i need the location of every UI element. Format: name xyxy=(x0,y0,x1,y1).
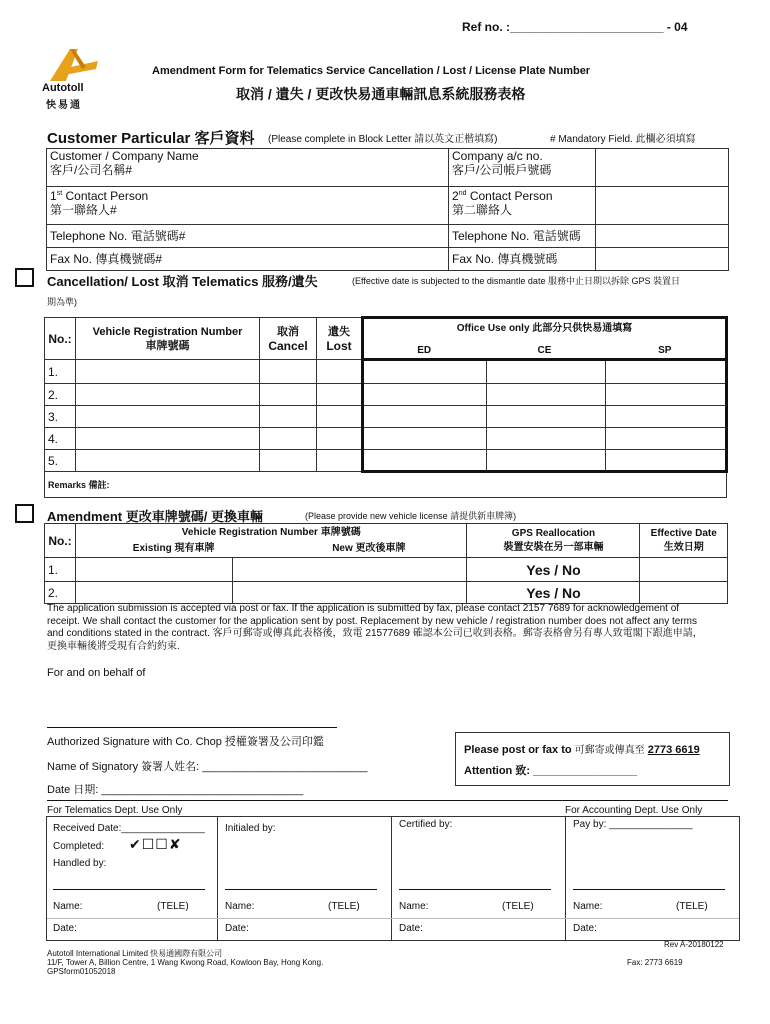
existing-input[interactable] xyxy=(76,582,233,604)
fax1-cell[interactable]: Fax No. 傳真機號碼# xyxy=(47,248,449,271)
row-number: 5. xyxy=(45,450,76,472)
tele-label: (TELE) xyxy=(157,901,189,912)
cancel-row xyxy=(45,360,727,384)
revision-label: Rev A-20180122 xyxy=(664,940,724,949)
tel2-input[interactable] xyxy=(596,225,729,248)
row-number: 4. xyxy=(45,428,76,450)
lost-input[interactable] xyxy=(317,384,363,406)
office-use-header xyxy=(363,318,727,360)
vrn-input[interactable] xyxy=(76,428,260,450)
lost-input[interactable] xyxy=(317,360,363,384)
contact1-label: Contact Person xyxy=(62,189,149,203)
col-eff xyxy=(640,524,728,558)
col-cancel-zh: 取消 xyxy=(277,326,299,338)
company-ac-label-zh: 客戶/公司帳戶號碼 xyxy=(452,163,552,177)
contact2-input[interactable] xyxy=(596,187,729,225)
row-number: 3. xyxy=(45,406,76,428)
date-label: Date: xyxy=(225,923,249,934)
cancel-row xyxy=(45,450,727,472)
amend-row xyxy=(45,558,728,582)
ref-number: Ref no. :_______________________ - 04 xyxy=(462,20,688,34)
received-date-field[interactable]: Received Date:_______________ xyxy=(53,823,205,834)
cancellation-note-2: 期為準) xyxy=(47,297,77,307)
amend-col-vrn-label: Vehicle Registration Number 車牌號碼 xyxy=(181,527,361,538)
gps-yes-no[interactable]: Yes / No xyxy=(467,558,640,582)
contact2-label: Contact Person xyxy=(466,189,553,203)
office-use-label: Office Use only 此部分只供快易通填寫 xyxy=(456,323,633,334)
sign-line[interactable] xyxy=(225,889,377,890)
ed-cell xyxy=(363,450,487,472)
contact2-num: 2 xyxy=(452,189,459,203)
contact1-label-zh: 第一聯絡人# xyxy=(50,203,117,217)
post-fax-label: Please post or fax to xyxy=(464,744,572,756)
divider xyxy=(47,800,728,801)
cancel-row xyxy=(45,384,727,406)
tel1-cell[interactable]: Telephone No. 電話號碼# xyxy=(47,225,449,248)
tele-label: (TELE) xyxy=(328,901,360,912)
col-existing: Existing 現有車牌 xyxy=(132,543,215,554)
logo-text-en: Autotoll xyxy=(42,82,84,94)
ed-cell xyxy=(363,428,487,450)
notice-line: The application submission is accepted via post or fax. If the application is submitted by fax, please contact 2157 7689 for acknowledgement of xyxy=(47,603,680,614)
ed-cell xyxy=(363,406,487,428)
eff-date-input[interactable] xyxy=(640,558,728,582)
cancel-input[interactable] xyxy=(260,384,317,406)
office-use-box xyxy=(46,816,740,941)
amendment-heading: Amendment 更改車牌號碼/ 更換車輛 xyxy=(47,509,263,524)
sp-cell xyxy=(606,360,727,384)
company-ac-input[interactable] xyxy=(596,149,729,187)
col-eff-en: Effective Date xyxy=(650,527,717,539)
divider xyxy=(565,817,566,940)
cancellation-table xyxy=(44,316,728,498)
tel2-label: Telephone No. 電話號碼 xyxy=(449,225,596,248)
remarks-field[interactable]: Remarks 備註: xyxy=(45,472,727,498)
amendment-checkbox[interactable] xyxy=(15,504,34,523)
cancel-row xyxy=(45,406,727,428)
sp-cell xyxy=(606,450,727,472)
contact1-num: 1 xyxy=(50,189,57,203)
customer-note: (Please complete in Block Letter 請以英文正楷填寫) xyxy=(268,134,498,145)
company-name-label: Customer / Company Name xyxy=(50,149,199,163)
footer-fax: Fax: 2773 6619 xyxy=(627,958,683,967)
fax2-label: Fax No. 傳真機號碼 xyxy=(449,248,596,271)
divider xyxy=(391,817,392,940)
amend-col-no: No.: xyxy=(45,524,76,558)
col-eff-zh: 生效日期 xyxy=(663,541,704,553)
cancel-input[interactable] xyxy=(260,428,317,450)
mandatory-note: # Mandatory Field. 此欄必須填寫 xyxy=(550,134,696,145)
behalf-label: For and on behalf of xyxy=(47,667,146,679)
post-fax-label-zh: 可郵寄或傳真至 xyxy=(574,745,645,756)
cancel-input[interactable] xyxy=(260,360,317,384)
date-label: Date: xyxy=(53,923,77,934)
certified-by-label: Certified by: xyxy=(399,819,453,830)
col-lost-en: Lost xyxy=(326,339,352,353)
company-name-cell[interactable] xyxy=(47,149,449,187)
ed-cell xyxy=(363,384,487,406)
vrn-input[interactable] xyxy=(76,384,260,406)
notice-line: receipt. We shall contact the customer for the application sent by post. Replacement by new vehicle / registration number does not affect any terms xyxy=(47,615,697,627)
ce-cell xyxy=(487,406,606,428)
date-label: Date: xyxy=(573,923,597,934)
col-cancel xyxy=(260,318,317,360)
col-sp: SP xyxy=(658,345,672,356)
amend-col-vrn xyxy=(76,524,467,558)
lost-input[interactable] xyxy=(317,428,363,450)
completed-label: Completed: xyxy=(53,841,105,852)
footer-form-no: GPSform01052018 xyxy=(47,967,116,976)
sp-cell xyxy=(606,384,727,406)
ce-cell xyxy=(487,428,606,450)
customer-heading: Customer Particular 客戶資料 xyxy=(47,130,255,147)
row-number: 2. xyxy=(45,582,76,604)
row-number: 1. xyxy=(45,360,76,384)
new-input[interactable] xyxy=(233,558,467,582)
new-input[interactable] xyxy=(233,582,467,604)
col-vrn-en: Vehicle Registration Number xyxy=(92,325,243,338)
col-gps xyxy=(467,524,640,558)
tele-label: (TELE) xyxy=(676,901,708,912)
notice-text xyxy=(47,603,727,653)
notice-line: 更換車輛後將受現有合約約束. xyxy=(47,640,180,652)
col-gps-en: GPS Reallocation xyxy=(511,527,596,539)
tele-label: (TELE) xyxy=(502,901,534,912)
col-vrn xyxy=(76,318,260,360)
contact2-label-zh: 第二聯絡人 xyxy=(452,203,513,217)
footer-address: 11/F, Tower A, Billion Centre, 1 Wang Kwong Road, Kowloon Bay, Hong Kong. xyxy=(47,958,324,967)
attention-field[interactable]: Attention 致: _________________ xyxy=(464,765,638,777)
ce-cell xyxy=(487,450,606,472)
cancellation-heading: Cancellation/ Lost 取消 Telematics 服務/遺失 xyxy=(47,274,318,289)
footer-company: Autotoll International Limited 快易通國際有限公司 xyxy=(47,949,223,958)
row-number: 1. xyxy=(45,558,76,582)
col-lost xyxy=(317,318,363,360)
initialed-by-label: Initialed by: xyxy=(225,823,276,834)
col-new: New 更改後車牌 xyxy=(332,543,406,554)
contact2-sup: nd xyxy=(458,190,467,197)
sign-line[interactable] xyxy=(573,889,725,890)
name-label: Name: xyxy=(225,901,255,912)
col-ce: CE xyxy=(537,345,552,356)
fax-number: 2773 6619 xyxy=(647,744,700,756)
form-title-en: Amendment Form for Telematics Service Cancellation / Lost / License Plate Number xyxy=(152,65,591,77)
completed-checkboxes[interactable]: ✔☐☐✘ xyxy=(129,836,182,852)
contact2-cell xyxy=(449,187,596,225)
telematics-dept-label: For Telematics Dept. Use Only xyxy=(47,805,183,816)
amendment-table xyxy=(44,523,728,604)
cancel-input[interactable] xyxy=(260,406,317,428)
col-lost-zh: 遺失 xyxy=(328,326,350,338)
date-field[interactable]: Date 日期: _________________________________ xyxy=(47,784,304,796)
col-ed: ED xyxy=(417,345,432,356)
col-vrn-zh: 車牌號碼 xyxy=(145,339,190,352)
cancel-row xyxy=(45,428,727,450)
sp-cell xyxy=(606,406,727,428)
cancel-input[interactable] xyxy=(260,450,317,472)
signatory-field[interactable]: Name of Signatory 簽署人姓名: ___________________________ xyxy=(47,761,368,773)
auth-signature-label: Authorized Signature with Co. Chop 授權簽署及公司印鑑 xyxy=(47,736,324,748)
name-label: Name: xyxy=(573,901,603,912)
autotoll-logo-mark xyxy=(40,47,104,83)
name-label: Name: xyxy=(399,901,429,912)
col-cancel-en: Cancel xyxy=(268,339,308,353)
accounting-dept-label: For Accounting Dept. Use Only xyxy=(565,805,703,816)
col-no: No.: xyxy=(45,318,76,360)
row-number: 2. xyxy=(45,384,76,406)
sign-line[interactable] xyxy=(53,889,205,890)
company-ac-cell xyxy=(449,149,596,187)
company-name-label-zh: 客戶/公司名稱# xyxy=(50,163,133,177)
eff-date-input[interactable] xyxy=(640,582,728,604)
cancellation-checkbox[interactable] xyxy=(15,268,34,287)
pay-by-field[interactable]: Pay by: _______________ xyxy=(573,819,693,830)
col-gps-zh: 裝置安裝在另一部車輛 xyxy=(503,541,604,553)
form-title-zh: 取消 / 遺失 / 更改快易通車輛訊息系統服務表格 xyxy=(236,86,526,102)
lost-input[interactable] xyxy=(317,450,363,472)
autotoll-logo xyxy=(40,47,104,109)
contact1-cell[interactable] xyxy=(47,187,449,225)
name-label: Name: xyxy=(53,901,83,912)
sp-cell xyxy=(606,428,727,450)
vrn-input[interactable] xyxy=(76,450,260,472)
gps-yes-no[interactable]: Yes / No xyxy=(467,582,640,604)
company-ac-label: Company a/c no. xyxy=(452,149,543,163)
divider xyxy=(47,918,739,919)
existing-input[interactable] xyxy=(76,558,233,582)
fax2-input[interactable] xyxy=(596,248,729,271)
amend-row xyxy=(45,582,728,604)
vrn-input[interactable] xyxy=(76,360,260,384)
post-fax-line xyxy=(464,741,700,756)
sign-line[interactable] xyxy=(399,889,551,890)
vrn-input[interactable] xyxy=(76,406,260,428)
signature-line[interactable] xyxy=(47,727,337,728)
customer-table xyxy=(46,148,729,271)
ce-cell xyxy=(487,360,606,384)
handled-by-label: Handled by: xyxy=(53,858,107,869)
logo-text-zh: 快易通 xyxy=(46,100,82,111)
post-fax-box xyxy=(455,732,730,786)
ed-cell xyxy=(363,360,487,384)
amendment-note: (Please provide new vehicle license 請提供新車牌簿) xyxy=(305,511,517,521)
cancellation-note: (Effective date is subjected to the dismantle date 服務中止日期以拆除 GPS 裝置日 xyxy=(352,276,680,286)
lost-input[interactable] xyxy=(317,406,363,428)
date-label: Date: xyxy=(399,923,423,934)
notice-line: and conditions stated in the contract. 客戶可郵寄或傳真此表格後，致電 21577689 確認本公司已收到表格。郵寄表格會另有專人致電閣下跟進申請， xyxy=(47,628,703,639)
ce-cell xyxy=(487,384,606,406)
divider xyxy=(217,817,218,940)
contact1-sup: st xyxy=(56,190,63,197)
